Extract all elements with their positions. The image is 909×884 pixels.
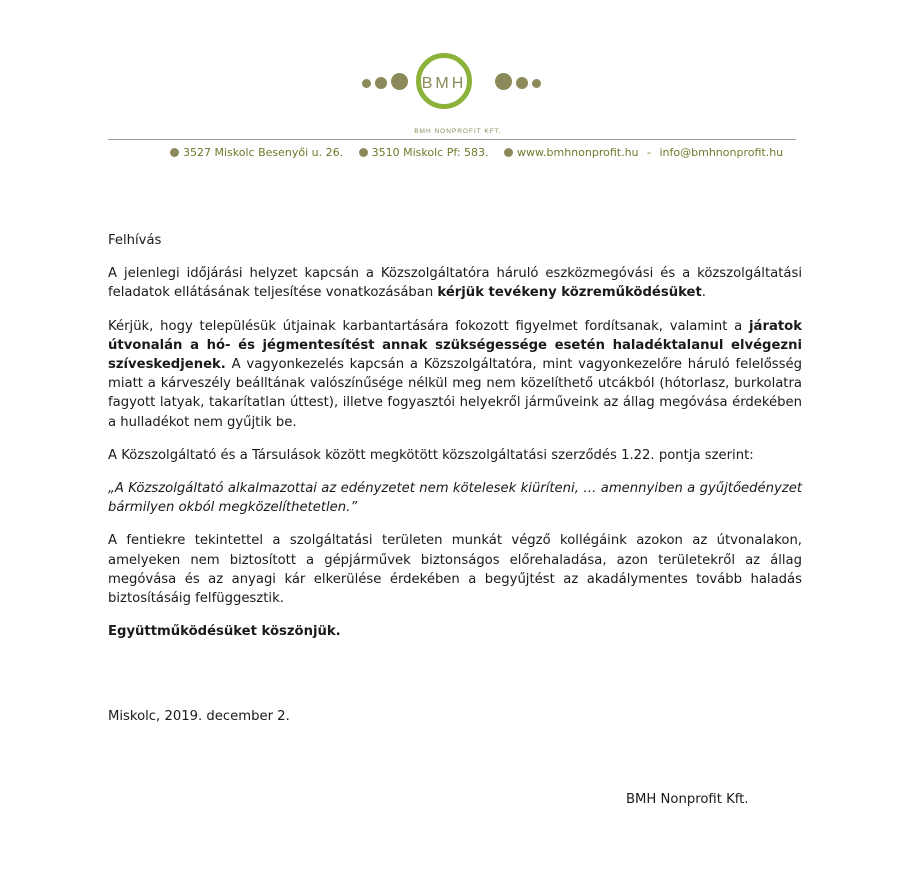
signature: BMH Nonprofit Kft.: [626, 792, 749, 807]
header-divider: [108, 139, 796, 140]
letterhead: [0, 0, 909, 175]
logo-dot: [375, 77, 387, 89]
logo-ring: [416, 53, 472, 109]
closing-line: Együttműködésüket köszönjük.: [108, 624, 341, 640]
paragraph-3: A Közszolgáltató és a Társulások között megkötött közszolgáltatási szerződés 1.22. pontja szerint:: [108, 447, 754, 463]
emphasis: kérjük tevékeny közreműködésüket: [437, 285, 702, 301]
contract-quote: „A Közszolgáltató alkalmazottai az edényzetet nem kötelesek kiüríteni, … amennyiben a gyűjtőedényzet bármilyen okból megközelíthetetlen.”: [108, 481, 802, 516]
paragraph-1: A jelenlegi időjárási helyzet kapcsán a Közszolgáltatóra háruló eszközmegóvási és a közszolgáltatási feladatok ellátásának teljesítése vonatkozásában kérjük tevékeny közreműködésüket.: [108, 266, 802, 301]
bullet-icon: [170, 148, 179, 157]
logo-dot: [391, 73, 408, 90]
emphasis: járatok útvonalán a hó- és jégmentesítést annak szükségessége esetén haladéktalanul elvégezni szíveskedjenek.: [108, 318, 802, 373]
address-pobox: 3510 Miskolc Pf: 583.: [371, 146, 489, 159]
logo-dot: [495, 73, 512, 90]
date-line: Miskolc, 2019. december 2.: [108, 709, 290, 724]
contact-separator: -: [647, 146, 651, 159]
logo-dot: [516, 77, 528, 89]
email-link[interactable]: info@bmhnonprofit.hu: [659, 146, 784, 159]
company-logo: [360, 50, 540, 120]
paragraph-4: A fentiekre tekintettel a szolgáltatási területen munkát végző kollégáink azokon az útvonalakon, amelyeken nem biztosított a gépjárművek biztonságos előrehaladása, azon területekről az állag megóvása és az anyagi kár elkerülése érdekében a begyűjtést az akadálymentes tovább haladás biztosításáig felfüggesztik.: [108, 533, 802, 607]
bullet-icon: [359, 148, 368, 157]
bullet-icon: [504, 148, 513, 157]
salutation: Felhívás: [108, 233, 162, 248]
contact-line: [170, 146, 810, 159]
address-street: 3527 Miskolc Besenyői u. 26.: [183, 146, 344, 159]
logo-company-name: BMH NONPROFIT KFT.: [414, 128, 502, 135]
logo-text: BMH: [421, 75, 467, 92]
website-link[interactable]: www.bmhnonprofit.hu: [517, 146, 639, 159]
paragraph-2: Kérjük, hogy településük útjainak karbantartására fokozott figyelmet fordítsanak, valamint a járatok útvonalán a hó- és jégmentesítést annak szükségessége esetén haladéktalanul elvégezni szíveskedjenek. A vagyonkezelés kapcsán a Közszolgáltatóra, mint vagyonkezelőre háruló felelősség miatt a kárveszély beálltának valószínűsége nélkül meg nem közelíthető utcákból (hótorlasz, burkolatra fagyott latyak, takarítatlan úttest), illetve fogyasztói helyekről járműveink az állag megóvása érdekében a hulladékot nem gyűjtik be.: [108, 318, 802, 430]
logo-dot: [362, 79, 371, 88]
letter-body: [108, 231, 802, 641]
logo-dot: [532, 79, 541, 88]
